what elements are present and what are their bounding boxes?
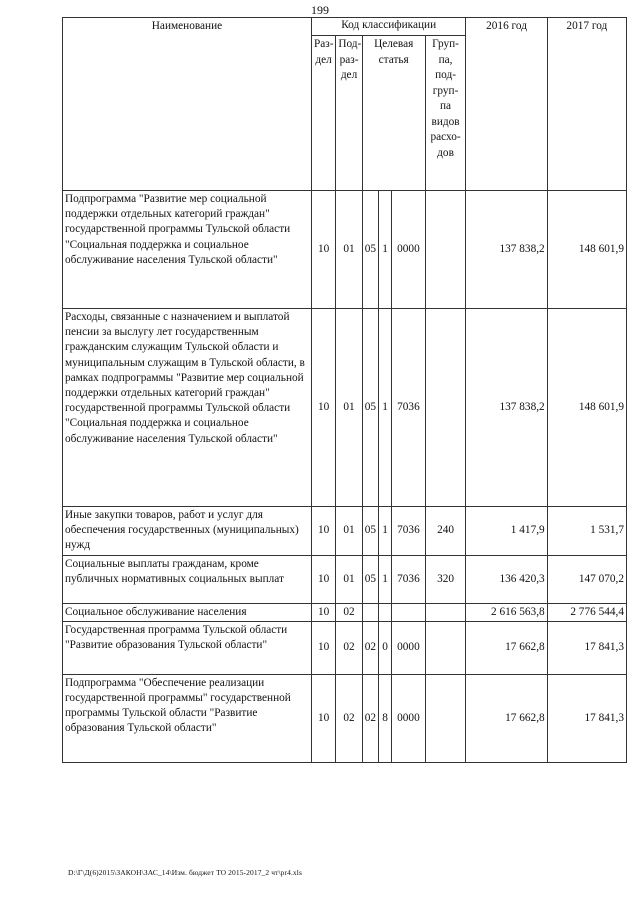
row-name: Социальное обслуживание населения [63,603,312,621]
row-amount-2017: 148 601,9 [547,309,626,507]
row-section: 10 [311,603,335,621]
row-section: 10 [311,309,335,507]
row-target-direction: 0000 [392,674,426,762]
row-target-direction: 0000 [392,191,426,309]
row-amount-2016: 1 417,9 [466,507,547,556]
row-amount-2016: 136 420,3 [466,555,547,603]
header-subsection: Под-раз-дел [336,36,362,191]
row-target-subprogram: 1 [378,507,391,556]
row-amount-2017: 148 601,9 [547,191,626,309]
row-name: Государственная программа Тульской области "Развитие образования Тульской области" [63,621,312,674]
table-row [63,603,627,621]
row-amount-2017: 17 841,3 [547,621,626,674]
file-path-footer: D:\Г\Д(6)2015\ЗАКОН\ЗАС_14\Изм. бюджет ТО 2015-2017_2 чт\pr4.xls [68,868,302,877]
row-amount-2017: 2 776 544,4 [547,603,626,621]
row-target-direction: 7036 [392,555,426,603]
row-target-program: 02 [362,621,378,674]
table-row [63,674,627,762]
row-amount-2017: 17 841,3 [547,674,626,762]
row-name: Расходы, связанные с назначением и выплатой пенсии за выслугу лет государственным гражданским служащим Тульской области и муниципальным служащим в Тульской области, в рамках подпрограммы "Развитие мер социальной поддержки отдельных категорий граждан" государственной программы Тульской области "Социальная поддержка и социальное обслуживание населения Тульской области" [63,309,312,507]
row-expense-group: 320 [425,555,466,603]
row-subsection: 02 [336,603,362,621]
row-expense-group [425,603,466,621]
row-target-program: 05 [362,555,378,603]
header-year-2016: 2016 год [466,18,547,191]
header-year-2017: 2017 год [547,18,626,191]
row-target-subprogram: 0 [378,621,391,674]
row-amount-2016: 137 838,2 [466,191,547,309]
row-section: 10 [311,555,335,603]
row-target-direction: 0000 [392,621,426,674]
row-target-direction: 7036 [392,507,426,556]
row-subsection: 02 [336,621,362,674]
header-target-article: Целевая статья [362,36,425,191]
row-amount-2017: 147 070,2 [547,555,626,603]
row-subsection: 01 [336,507,362,556]
row-section: 10 [311,507,335,556]
row-subsection: 01 [336,555,362,603]
row-target-subprogram: 8 [378,674,391,762]
row-name: Подпрограмма "Развитие мер социальной поддержки отдельных категорий граждан" государственной программы Тульской области "Социальная поддержка и социальное обслуживание населения Тульской области" [63,191,312,309]
page-number: 199 [311,3,329,17]
budget-table [62,17,627,763]
row-subsection: 01 [336,309,362,507]
row-target-subprogram: 1 [378,555,391,603]
row-name: Подпрограмма "Обеспечение реализации государственной программы" государственной программы Тульской области "Развитие образования Тульской области" [63,674,312,762]
header-section: Раз-дел [311,36,335,191]
row-subsection: 01 [336,191,362,309]
row-subsection: 02 [336,674,362,762]
row-target-program [362,603,378,621]
row-name: Социальные выплаты гражданам, кроме публичных нормативных социальных выплат [63,555,312,603]
row-target-subprogram [378,603,391,621]
row-target-subprogram: 1 [378,191,391,309]
table-row [63,191,627,309]
row-expense-group [425,309,466,507]
row-amount-2016: 2 616 563,8 [466,603,547,621]
row-target-program: 02 [362,674,378,762]
row-expense-group [425,191,466,309]
header-name: Наименование [63,18,312,191]
row-amount-2017: 1 531,7 [547,507,626,556]
row-section: 10 [311,621,335,674]
header-expense-group: Груп-па, под-груп-па видов расхо-дов [425,36,466,191]
row-target-program: 05 [362,191,378,309]
row-target-program: 05 [362,309,378,507]
row-section: 10 [311,191,335,309]
row-amount-2016: 137 838,2 [466,309,547,507]
header-classification: Код классификации [311,18,465,36]
row-name: Иные закупки товаров, работ и услуг для обеспечения государственных (муниципальных) нужд [63,507,312,556]
table-row [63,507,627,556]
row-expense-group [425,621,466,674]
row-amount-2016: 17 662,8 [466,621,547,674]
row-amount-2016: 17 662,8 [466,674,547,762]
table-row [63,555,627,603]
table-row [63,309,627,507]
row-target-direction [392,603,426,621]
row-expense-group: 240 [425,507,466,556]
row-target-subprogram: 1 [378,309,391,507]
row-target-direction: 7036 [392,309,426,507]
table-row [63,621,627,674]
row-expense-group [425,674,466,762]
row-target-program: 05 [362,507,378,556]
row-section: 10 [311,674,335,762]
